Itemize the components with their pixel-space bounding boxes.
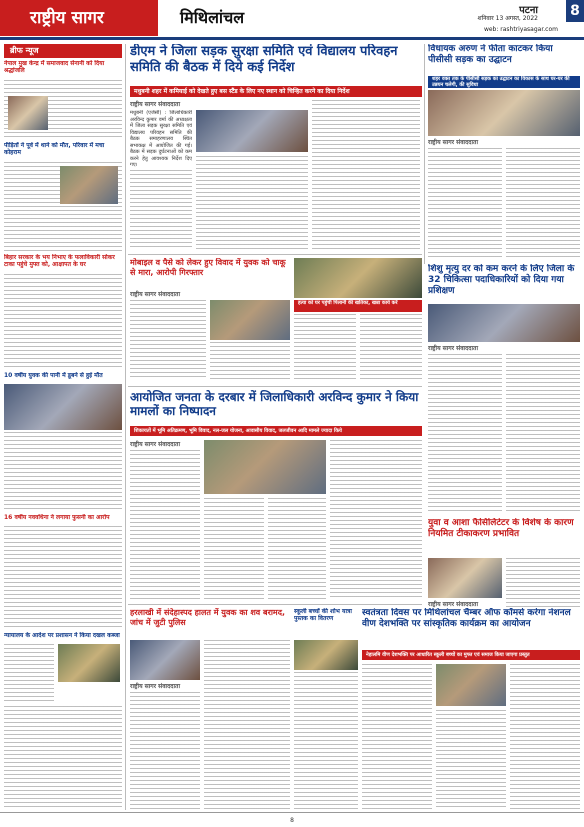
main-text-col2	[196, 156, 308, 250]
left-article-4-text	[4, 432, 122, 512]
aayojit-text-d	[330, 440, 422, 600]
main-byline: राष्ट्रीय सागर संवाददाता	[130, 101, 181, 108]
left-headline-1: नेपाल मुख केन्द्र में समाजवाद सेनानी को दिया श्रद्धांजलि	[4, 60, 105, 75]
right-top-byline: राष्ट्रीय सागर संवाददाता	[428, 139, 479, 146]
left-article-6-photo	[58, 644, 120, 682]
left-article-2-photo	[60, 166, 118, 204]
yuva-photo	[428, 558, 502, 598]
bottom-right-text-a	[362, 664, 432, 810]
main-subhead: मधुबनी शहर में कमियाई को देखते हुए बस स्टैंड के लिए नए स्थान को चिन्हित करने का दिया निर्देश	[130, 86, 422, 97]
bottom-right-text-b	[436, 710, 506, 810]
aayojit-subhead: शिकायतों में भूमि अतिक्रमण, भूमि विवाद, नल-जल योजना, आवासीय विवाद, जलजीवन आदि मामले ज्यादा किये	[130, 426, 422, 436]
yuva-text-a	[506, 558, 580, 610]
yuva-byline: राष्ट्रीय सागर संवाददाता	[428, 601, 479, 608]
left-article-6-text-a	[4, 644, 54, 704]
mid-center-text-b	[360, 314, 422, 382]
masthead	[0, 0, 584, 42]
left-headline-3: बिहार सरकार के भय निभाए के फलाविकारी सोकर टाका पहुंचे मुफ्त को, आक्षापत के घर	[4, 254, 115, 269]
bottom-right-subhead: नेहालमि वीण देशभक्ति पर आधारित स्कूली बच्चों का मुफ्त एवं समाज किया जाएगा प्रस्तुत	[362, 650, 580, 660]
mid-left-text-b	[210, 342, 290, 380]
bottom-mid-text	[294, 672, 358, 810]
mid-right-byline: राष्ट्रीय सागर संवाददाता	[428, 345, 479, 352]
aayojit-byline: राष्ट्रीय सागर संवाददाता	[130, 441, 181, 448]
right-top-headline: विधायक अरुण ने फीता काटकर किया पीसीसी सड़क का उद्घाटन	[428, 44, 553, 65]
mid-right-photo	[428, 304, 580, 342]
bottom-left-headline: हरलाखी में संदेहास्पद हालत में युवक का शव बरामद, जांच में जुटी पुलिस	[130, 608, 285, 627]
mid-right-text-a	[428, 354, 502, 514]
page-number: 8	[566, 0, 584, 22]
main-photo	[196, 110, 308, 152]
mid-center-photo	[294, 258, 422, 298]
mid-center-tag: हत्या को घर पहुंची पिलानी की खतिका, खन्ना कार्य करें	[294, 300, 422, 312]
website: web: rashtriyasagar.com	[483, 26, 558, 33]
mid-left-headline: मोबाइल व पैसे को लेकर हुए विवाद में युवक को चाकू से मारा, आरोपी गिरफ्तार	[130, 258, 286, 277]
right-top-text-b	[506, 148, 580, 260]
right-top-text-a	[428, 148, 502, 260]
brief-news-bar: ब्रीफ न्यूज	[4, 44, 122, 58]
mid-left-photo	[210, 300, 290, 340]
left-article-6-text-b	[4, 706, 122, 810]
mid-right-text-b	[506, 354, 580, 514]
mid-right-headline: शिशु मृत्यु दर को कम करने के लिए जिला के 32 चिकित्सा पदाधिकारियों को दिया गया प्रशिक्षण	[428, 264, 575, 296]
rule-aayojit	[128, 386, 422, 387]
city-name: पटना	[519, 5, 538, 16]
left-headline-6: न्यायालय के आदेश पर प्रशासन ने किया दखल कब्जा	[4, 632, 120, 639]
aayojit-text-c	[268, 498, 326, 600]
section-title: मिथिलांचल	[180, 8, 245, 27]
left-article-4-photo	[4, 384, 122, 430]
mid-left-text-a	[130, 300, 206, 380]
left-article-3-text	[4, 274, 122, 370]
bottom-left-photo	[130, 640, 200, 680]
aayojit-headline: आयोजित जनता के दरबार में जिलाधिकारी अरविन्द कुमार ने किया मामलों का निष्पादन	[130, 390, 419, 419]
aayojit-text-b	[204, 498, 264, 600]
right-top-photo	[428, 90, 580, 136]
right-top-subhead: शहर वक्त तक के पीसीसी सड़क का उद्घाटन का विकास के साथ घर-घर की उन्नयन चलेगी, की सुविधा	[428, 76, 580, 88]
bottom-right-headline: स्वतंत्रता दिवस पर मिथिलांचल चैम्बर ऑफ कॉमर्स करेगा नेशनल वीण देशभक्ति पर सांस्कृतिक कार्यक्रम का आयोजन	[362, 608, 571, 629]
masthead-rule	[0, 37, 584, 40]
bottom-mid-headline: स्कूली बच्चों की शोभ यात्रा पुस्तक का वितरण	[294, 608, 352, 623]
bottom-left-text-a	[130, 692, 200, 810]
rule-bottom	[128, 604, 422, 605]
column-rule-left	[125, 44, 126, 810]
bottom-mid-photo	[294, 640, 358, 670]
left-article-1-photo	[8, 96, 48, 130]
rule-mid	[128, 254, 422, 255]
issue-date: शनिवार 13 अगस्त, 2022	[477, 15, 538, 22]
bottom-right-text-c	[510, 664, 580, 810]
mid-left-byline: राष्ट्रीय सागर संवाददाता	[130, 291, 181, 298]
mid-center-text-a	[294, 314, 356, 382]
left-headline-2: पीड़ितों ने पूर्व में थाने को मौत, परिवार में मचा कोहराम	[4, 142, 105, 157]
bottom-left-byline: राष्ट्रीय सागर संवाददाता	[130, 683, 181, 690]
main-headline: डीएम ने जिला सड़क सुरक्षा समिति एवं विद्यालय परिवहन समिति की बैठक में दिये कई निर्देश	[130, 44, 398, 75]
left-headline-5: 16 वर्षीय नववधिना ने लगाया फुसनी का आरोप	[4, 514, 110, 521]
aayojit-text-a	[130, 450, 200, 600]
bottom-left-text-b	[204, 640, 290, 810]
brand-name: राष्ट्रीय सागर	[0, 0, 158, 36]
dateline-box	[458, 2, 566, 34]
left-headline-4: 10 वर्षीय युवक की पानी में डूबने से हुई मौत	[4, 372, 103, 379]
column-rule-right	[424, 44, 425, 264]
page-footer: 8	[0, 812, 584, 827]
left-article-5-text	[4, 526, 122, 630]
main-lead-paragraph: मधुबनी (एजेंसी) : जिलाधिकारी अरविन्द कुमार वर्मा की अध्यक्षता में जिला सड़क सुरक्षा समिति एवं विद्यालय परिवहन समिति की बैठक समाहरणालय स्थित सभाकक्ष में आयोजित की गई। बैठक में सड़क दुर्घटनाओं को कम करने हेतु आवश्यक निर्देश दिए गए।	[130, 110, 192, 168]
yuva-headline: युवा व आशा फैसिलिटेटर के विशेष के कारण नियमित टीकाकरण प्रभावित	[428, 518, 574, 539]
aayojit-photo	[204, 440, 326, 494]
bottom-right-photo	[436, 664, 506, 706]
main-text-col3	[312, 100, 420, 250]
